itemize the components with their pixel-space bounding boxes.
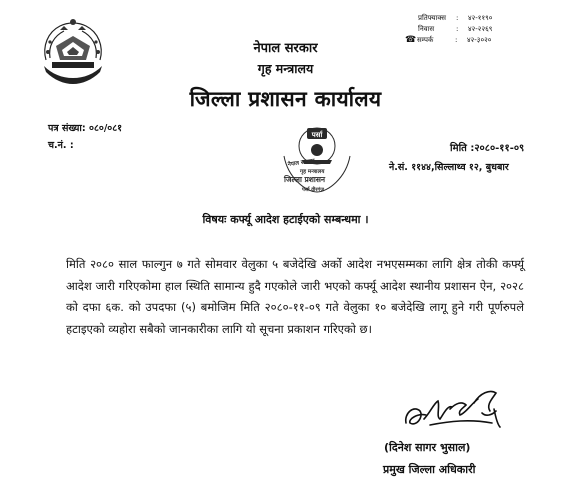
contact-phone: ☎ सम्पर्क : ४२-३०२० [405, 35, 492, 45]
letter-number-label: पत्र संख्या [48, 123, 82, 134]
date-label: मिति [450, 143, 467, 154]
contact-fax: प्रतिफ्याक्स : ४२-११९० [418, 14, 493, 22]
contact-fax-label: प्रतिफ्याक्स [418, 14, 446, 22]
contact-phone-label: सम्पर्क [417, 36, 434, 44]
nepal-sambat-date: ने.सं. ११४४,सिल्लाथ्व १२, बुधबार [389, 162, 509, 173]
telephone-icon: ☎ [405, 35, 417, 45]
date-value: २०८०-११-०९ [474, 143, 525, 154]
stamp-line1: नेपाल सरकार [287, 158, 316, 168]
government-name: नेपाल सरकार [253, 41, 318, 56]
signature-icon [400, 383, 510, 435]
letter-date: मिति :२०८०-११-०९ [450, 143, 525, 154]
letter-number-value: ०८०/०८१ [89, 123, 123, 134]
letter-number: पत्र संख्या: ०८०/०८१ [48, 123, 123, 134]
dispatch-number-label: च.नं. [48, 140, 67, 151]
ministry-name: गृह मन्त्रालय [257, 61, 314, 76]
contact-residence: निवास : ४२-२२६९ [418, 25, 493, 33]
stamp-line4: पर्सा वीरगंज [302, 187, 324, 193]
subject-line: विषयः कर्फ्यू आदेश हटाईएको सम्बन्धमा । [202, 213, 369, 226]
stamp-line2: गृह मन्त्रालय [300, 169, 325, 175]
contact-info [405, 13, 493, 46]
contact-phone-value: ४२-३०२० [467, 36, 492, 44]
contact-residence-value: ४२-२२६९ [468, 25, 493, 33]
notice-body: मिति २०८० साल फाल्गुन ७ गते सोमवार वेलुका ५ बजेदेखि अर्को आदेश नभएसम्मका लागि क्षेत्र तोकी कर्फ्यू आदेश जारी गरिएकोमा हाल स्थिति सामान्य हुदै गएकोले जारी भएको कर्फ्यू आदेश स्थानीय प्रशासन ऐन, २०२८ को दफा ६क. को उपदफा (५) बमोजिम मिति २०८०-११-०९ गते वेलुका १० बजेदेखि लागू हुने गरी पूर्णरुपले हटाइएको व्यहोरा सबैको जानकारीका लागि यो सूचना प्रकाशन गरिएको छ। [66, 257, 524, 336]
office-name: जिल्ला प्रशासन कार्यालय [189, 87, 382, 111]
office-stamp-icon [278, 116, 356, 196]
signatory-title: प्रमुख जिल्ला अधिकारी [383, 463, 476, 476]
dispatch-number: च.नं. : [48, 140, 74, 151]
stamp-line3: जिल्ला प्रशासन [284, 175, 326, 184]
contact-residence-label: निवास [418, 25, 435, 33]
stamp-district: पर्सा [311, 131, 323, 139]
contact-fax-value: ४२-११९० [468, 14, 493, 22]
signatory-name: (दिनेश सागर भुसाल) [384, 441, 471, 454]
